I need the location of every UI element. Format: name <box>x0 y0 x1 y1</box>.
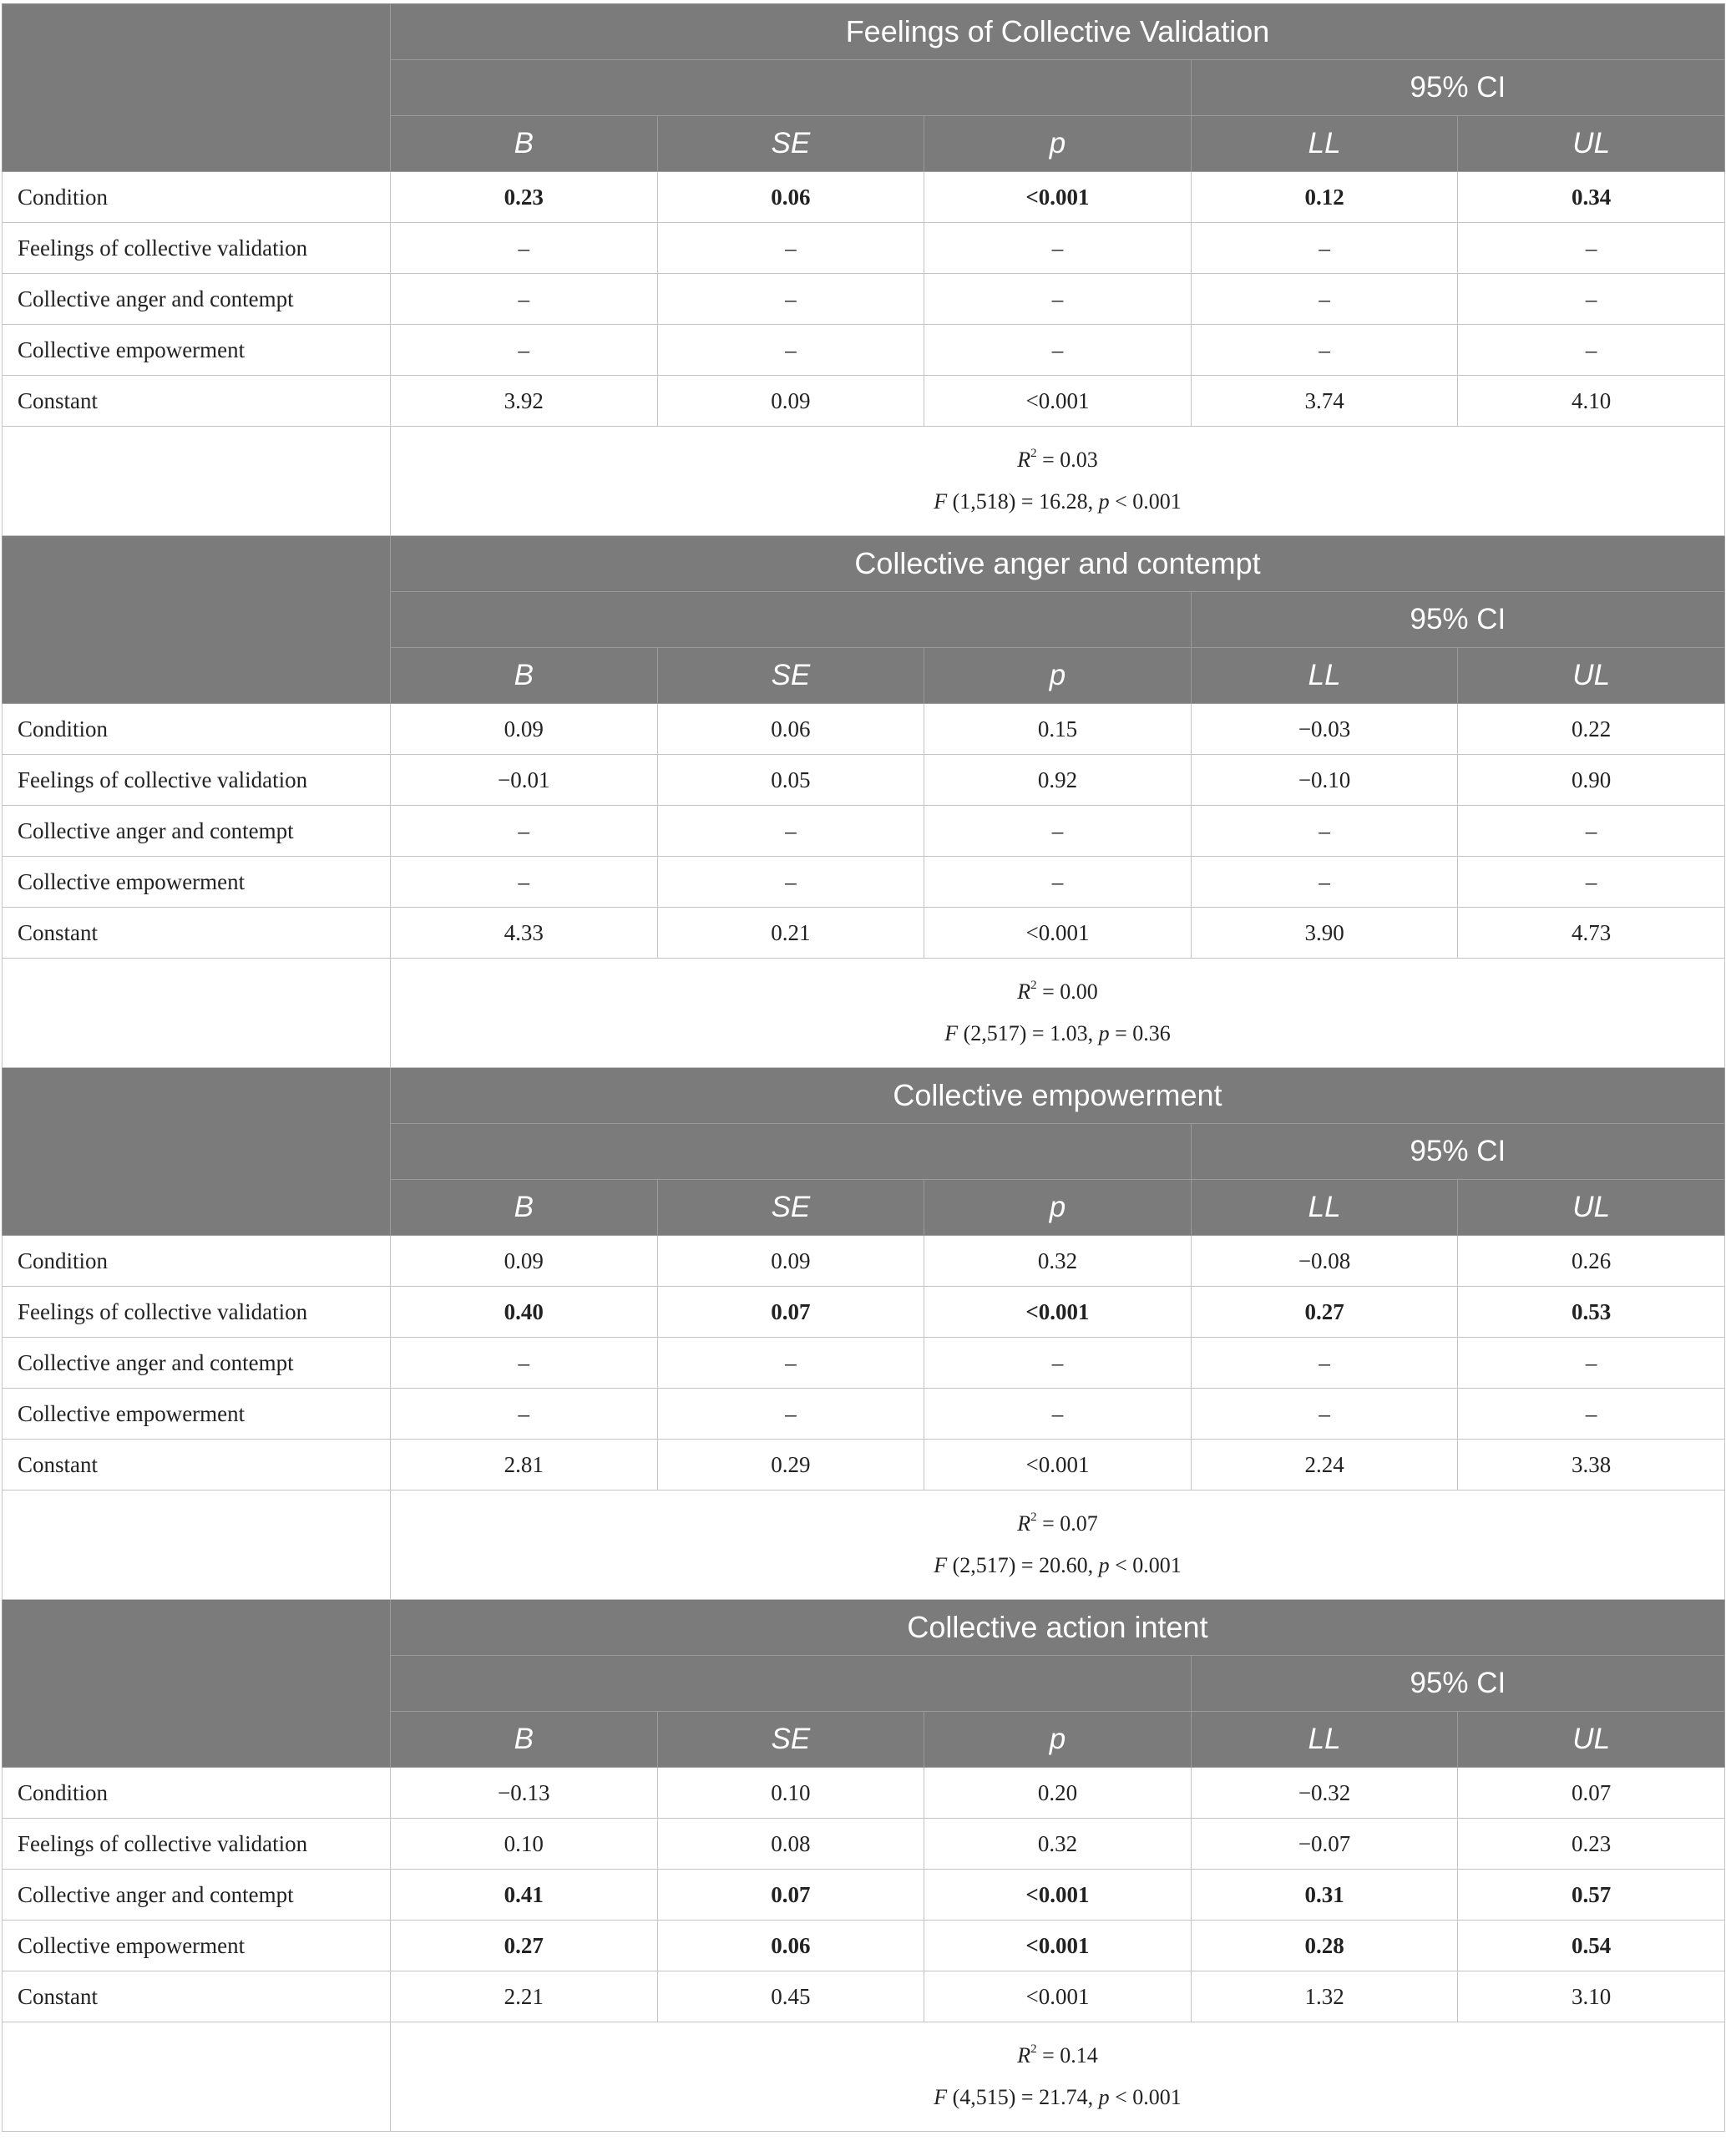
column-header: LL <box>1191 1712 1458 1768</box>
table-cell: – <box>1458 223 1725 274</box>
table-row <box>3 1440 1725 1490</box>
table-cell: 4.33 <box>391 908 658 959</box>
row-label: Feelings of collective validation <box>3 223 391 274</box>
table-cell: – <box>657 1338 924 1389</box>
column-header: p <box>924 1712 1192 1768</box>
table-cell: – <box>924 223 1192 274</box>
r-squared-value: = 0.00 <box>1036 979 1098 1004</box>
column-header: SE <box>657 648 924 704</box>
table-cell: – <box>1191 274 1458 325</box>
r-squared-symbol: R <box>1017 2043 1031 2067</box>
table-cell: – <box>657 857 924 908</box>
table-row <box>3 1768 1725 1819</box>
r-squared-value: = 0.07 <box>1036 1511 1098 1536</box>
column-header: B <box>391 648 658 704</box>
r-squared-value: = 0.03 <box>1036 448 1098 472</box>
p-value: < 0.001 <box>1109 1553 1182 1577</box>
r-squared-symbol: R <box>1017 979 1031 1004</box>
table-cell: 0.40 <box>391 1287 658 1338</box>
column-header: SE <box>657 1712 924 1768</box>
table-cell: – <box>391 325 658 376</box>
row-label: Feelings of collective validation <box>3 1819 391 1870</box>
table-cell: 0.10 <box>391 1819 658 1870</box>
row-label: Collective anger and contempt <box>3 1338 391 1389</box>
column-header: UL <box>1458 116 1725 172</box>
f-statistic: (4,515) = 21.74, <box>947 2085 1099 2109</box>
table-row <box>3 857 1725 908</box>
row-label: Constant <box>3 1440 391 1490</box>
table-row <box>3 755 1725 806</box>
ci-label: 95% CI <box>1191 1124 1724 1180</box>
column-header: B <box>391 1712 658 1768</box>
panel-title: Collective anger and contempt <box>391 536 1725 592</box>
model-fit-row <box>3 427 1725 536</box>
table-cell: – <box>1458 274 1725 325</box>
model-fit-stats <box>391 427 1725 536</box>
r-squared-exponent: 2 <box>1030 1511 1037 1524</box>
table-row <box>3 1236 1725 1287</box>
table-cell: – <box>391 274 658 325</box>
f-statistic: (2,517) = 1.03, <box>958 1021 1099 1045</box>
table-row <box>3 806 1725 857</box>
table-cell: <0.001 <box>924 1870 1192 1921</box>
model-fit-row <box>3 2022 1725 2132</box>
r-squared-line <box>391 439 1724 481</box>
column-header: SE <box>657 116 924 172</box>
table-cell: 0.54 <box>1458 1921 1725 1971</box>
table-cell: – <box>924 806 1192 857</box>
table-cell: <0.001 <box>924 376 1192 427</box>
f-test-line <box>391 1545 1724 1587</box>
r-squared-value: = 0.14 <box>1036 2043 1098 2067</box>
column-header: LL <box>1191 116 1458 172</box>
f-test-line <box>391 2077 1724 2118</box>
table-cell: 0.92 <box>924 755 1192 806</box>
column-header: UL <box>1458 1712 1725 1768</box>
table-cell: 0.23 <box>391 172 658 223</box>
table-cell: 0.08 <box>657 1819 924 1870</box>
row-label: Condition <box>3 704 391 755</box>
table-body <box>3 4 1725 2132</box>
table-cell: 0.45 <box>657 1971 924 2022</box>
model-fit-stats <box>391 959 1725 1068</box>
table-cell: 3.92 <box>391 376 658 427</box>
table-cell: −0.03 <box>1191 704 1458 755</box>
table-row <box>3 1971 1725 2022</box>
table-row <box>3 1287 1725 1338</box>
table-row <box>3 172 1725 223</box>
p-symbol: p <box>1098 1553 1110 1577</box>
column-header: p <box>924 1180 1192 1236</box>
ci-label: 95% CI <box>1191 60 1724 116</box>
table-cell: 0.41 <box>391 1870 658 1921</box>
table-cell: 4.73 <box>1458 908 1725 959</box>
ci-spacer <box>391 1124 1192 1180</box>
table-cell: 0.06 <box>657 1921 924 1971</box>
row-label: Constant <box>3 908 391 959</box>
table-cell: 0.28 <box>1191 1921 1458 1971</box>
panel-title: Feelings of Collective Validation <box>391 4 1725 60</box>
f-statistic: (1,518) = 16.28, <box>947 489 1099 514</box>
column-header: p <box>924 116 1192 172</box>
column-header: UL <box>1458 648 1725 704</box>
table-cell: <0.001 <box>924 172 1192 223</box>
row-label: Condition <box>3 172 391 223</box>
table-cell: 0.10 <box>657 1768 924 1819</box>
table-cell: 0.09 <box>657 376 924 427</box>
table-cell: 0.26 <box>1458 1236 1725 1287</box>
panel-title: Collective empowerment <box>391 1068 1725 1124</box>
r-squared-exponent: 2 <box>1030 447 1037 460</box>
table-cell: – <box>1191 325 1458 376</box>
table-cell: – <box>924 325 1192 376</box>
table-cell: 0.07 <box>657 1870 924 1921</box>
table-cell: 0.15 <box>924 704 1192 755</box>
r-squared-line <box>391 1503 1724 1545</box>
panel-header <box>3 4 1725 60</box>
table-cell: 0.27 <box>391 1921 658 1971</box>
column-header: SE <box>657 1180 924 1236</box>
table-cell: – <box>657 223 924 274</box>
f-statistic: (2,517) = 20.60, <box>947 1553 1099 1577</box>
table-cell: 0.09 <box>657 1236 924 1287</box>
table-cell: – <box>657 1389 924 1440</box>
table-cell: 0.12 <box>1191 172 1458 223</box>
table-row <box>3 1338 1725 1389</box>
column-header: B <box>391 1180 658 1236</box>
table-cell: 0.05 <box>657 755 924 806</box>
model-fit-row <box>3 1490 1725 1600</box>
f-symbol: F <box>934 489 948 514</box>
table-row <box>3 376 1725 427</box>
panel-header <box>3 536 1725 592</box>
p-value: < 0.001 <box>1109 2085 1182 2109</box>
table-cell: 0.27 <box>1191 1287 1458 1338</box>
table-cell: – <box>1191 1389 1458 1440</box>
row-label: Constant <box>3 1971 391 2022</box>
table-row <box>3 704 1725 755</box>
ci-label: 95% CI <box>1191 592 1724 648</box>
table-cell: – <box>1458 1389 1725 1440</box>
row-label: Collective empowerment <box>3 1921 391 1971</box>
table-row <box>3 1819 1725 1870</box>
table-cell: <0.001 <box>924 1287 1192 1338</box>
r-squared-exponent: 2 <box>1030 2042 1037 2056</box>
table-cell: <0.001 <box>924 1971 1192 2022</box>
fit-blank-cell <box>3 427 391 536</box>
column-header: LL <box>1191 1180 1458 1236</box>
table-cell: – <box>1458 857 1725 908</box>
ci-spacer <box>391 592 1192 648</box>
table-row <box>3 1921 1725 1971</box>
row-label: Collective anger and contempt <box>3 806 391 857</box>
p-value: = 0.36 <box>1109 1021 1171 1045</box>
r-squared-line <box>391 2035 1724 2077</box>
table-cell: 0.31 <box>1191 1870 1458 1921</box>
row-label: Feelings of collective validation <box>3 755 391 806</box>
table-cell: 0.53 <box>1458 1287 1725 1338</box>
table-cell: 0.06 <box>657 704 924 755</box>
r-squared-symbol: R <box>1017 1511 1031 1536</box>
table-cell: 0.07 <box>1458 1768 1725 1819</box>
table-row <box>3 908 1725 959</box>
f-symbol: F <box>944 1021 959 1045</box>
f-symbol: F <box>934 2085 948 2109</box>
table-cell: 0.06 <box>657 172 924 223</box>
row-label: Collective empowerment <box>3 1389 391 1440</box>
table-cell: <0.001 <box>924 1440 1192 1490</box>
column-header: B <box>391 116 658 172</box>
row-label: Feelings of collective validation <box>3 1287 391 1338</box>
table-cell: 3.10 <box>1458 1971 1725 2022</box>
model-fit-row <box>3 959 1725 1068</box>
header-blank-cell <box>3 1600 391 1768</box>
table-cell: 0.34 <box>1458 172 1725 223</box>
ci-spacer <box>391 1656 1192 1712</box>
table-cell: – <box>1458 325 1725 376</box>
ci-label: 95% CI <box>1191 1656 1724 1712</box>
p-symbol: p <box>1098 1021 1110 1045</box>
table-cell: – <box>1458 806 1725 857</box>
table-cell: 0.20 <box>924 1768 1192 1819</box>
fit-blank-cell <box>3 1490 391 1600</box>
table-cell: 0.90 <box>1458 755 1725 806</box>
table-cell: 0.21 <box>657 908 924 959</box>
table-cell: – <box>657 806 924 857</box>
header-blank-cell <box>3 4 391 172</box>
table-cell: 2.81 <box>391 1440 658 1490</box>
table-cell: 2.24 <box>1191 1440 1458 1490</box>
table-cell: −0.13 <box>391 1768 658 1819</box>
ci-spacer <box>391 60 1192 116</box>
table-cell: 0.57 <box>1458 1870 1725 1921</box>
table-cell: – <box>924 1389 1192 1440</box>
table-cell: −0.10 <box>1191 755 1458 806</box>
table-cell: – <box>1191 857 1458 908</box>
header-blank-cell <box>3 536 391 704</box>
model-fit-stats <box>391 2022 1725 2132</box>
table-cell: – <box>657 325 924 376</box>
table-cell: <0.001 <box>924 1921 1192 1971</box>
table-row <box>3 325 1725 376</box>
model-fit-stats <box>391 1490 1725 1600</box>
column-header: p <box>924 648 1192 704</box>
table-cell: −0.01 <box>391 755 658 806</box>
regression-table <box>2 3 1725 2132</box>
f-symbol: F <box>934 1553 948 1577</box>
table-cell: – <box>391 857 658 908</box>
table-cell: 0.23 <box>1458 1819 1725 1870</box>
table-row <box>3 1870 1725 1921</box>
table-cell: 1.32 <box>1191 1971 1458 2022</box>
table-cell: 0.22 <box>1458 704 1725 755</box>
table-cell: −0.08 <box>1191 1236 1458 1287</box>
p-symbol: p <box>1098 489 1110 514</box>
panel-header <box>3 1068 1725 1124</box>
p-symbol: p <box>1098 2085 1110 2109</box>
row-label: Collective empowerment <box>3 857 391 908</box>
table-row <box>3 274 1725 325</box>
table-cell: – <box>1458 1338 1725 1389</box>
table-cell: – <box>391 1389 658 1440</box>
row-label: Constant <box>3 376 391 427</box>
table-row <box>3 223 1725 274</box>
table-cell: 0.07 <box>657 1287 924 1338</box>
table-cell: – <box>1191 806 1458 857</box>
table-cell: −0.32 <box>1191 1768 1458 1819</box>
column-header: UL <box>1458 1180 1725 1236</box>
p-value: < 0.001 <box>1109 489 1182 514</box>
table-cell: – <box>391 806 658 857</box>
panel-title: Collective action intent <box>391 1600 1725 1656</box>
table-cell: – <box>924 857 1192 908</box>
table-cell: – <box>924 274 1192 325</box>
column-header: LL <box>1191 648 1458 704</box>
table-cell: <0.001 <box>924 908 1192 959</box>
row-label: Collective anger and contempt <box>3 274 391 325</box>
table-cell: 0.32 <box>924 1819 1192 1870</box>
f-test-line <box>391 1013 1724 1055</box>
table-cell: 2.21 <box>391 1971 658 2022</box>
r-squared-symbol: R <box>1017 448 1031 472</box>
table-row <box>3 1389 1725 1440</box>
table-cell: – <box>1191 1338 1458 1389</box>
table-cell: – <box>391 223 658 274</box>
table-cell: −0.07 <box>1191 1819 1458 1870</box>
header-blank-cell <box>3 1068 391 1236</box>
row-label: Condition <box>3 1236 391 1287</box>
row-label: Collective empowerment <box>3 325 391 376</box>
table-cell: – <box>924 1338 1192 1389</box>
f-test-line <box>391 481 1724 523</box>
table-cell: 3.90 <box>1191 908 1458 959</box>
fit-blank-cell <box>3 2022 391 2132</box>
table-cell: – <box>391 1338 658 1389</box>
table-cell: 4.10 <box>1458 376 1725 427</box>
panel-header <box>3 1600 1725 1656</box>
row-label: Collective anger and contempt <box>3 1870 391 1921</box>
table-cell: 0.32 <box>924 1236 1192 1287</box>
r-squared-exponent: 2 <box>1030 979 1037 992</box>
r-squared-line <box>391 971 1724 1013</box>
fit-blank-cell <box>3 959 391 1068</box>
table-cell: 3.74 <box>1191 376 1458 427</box>
table-cell: 3.38 <box>1458 1440 1725 1490</box>
table-cell: – <box>1191 223 1458 274</box>
row-label: Condition <box>3 1768 391 1819</box>
table-cell: – <box>657 274 924 325</box>
table-cell: 0.29 <box>657 1440 924 1490</box>
table-cell: 0.09 <box>391 1236 658 1287</box>
table-cell: 0.09 <box>391 704 658 755</box>
